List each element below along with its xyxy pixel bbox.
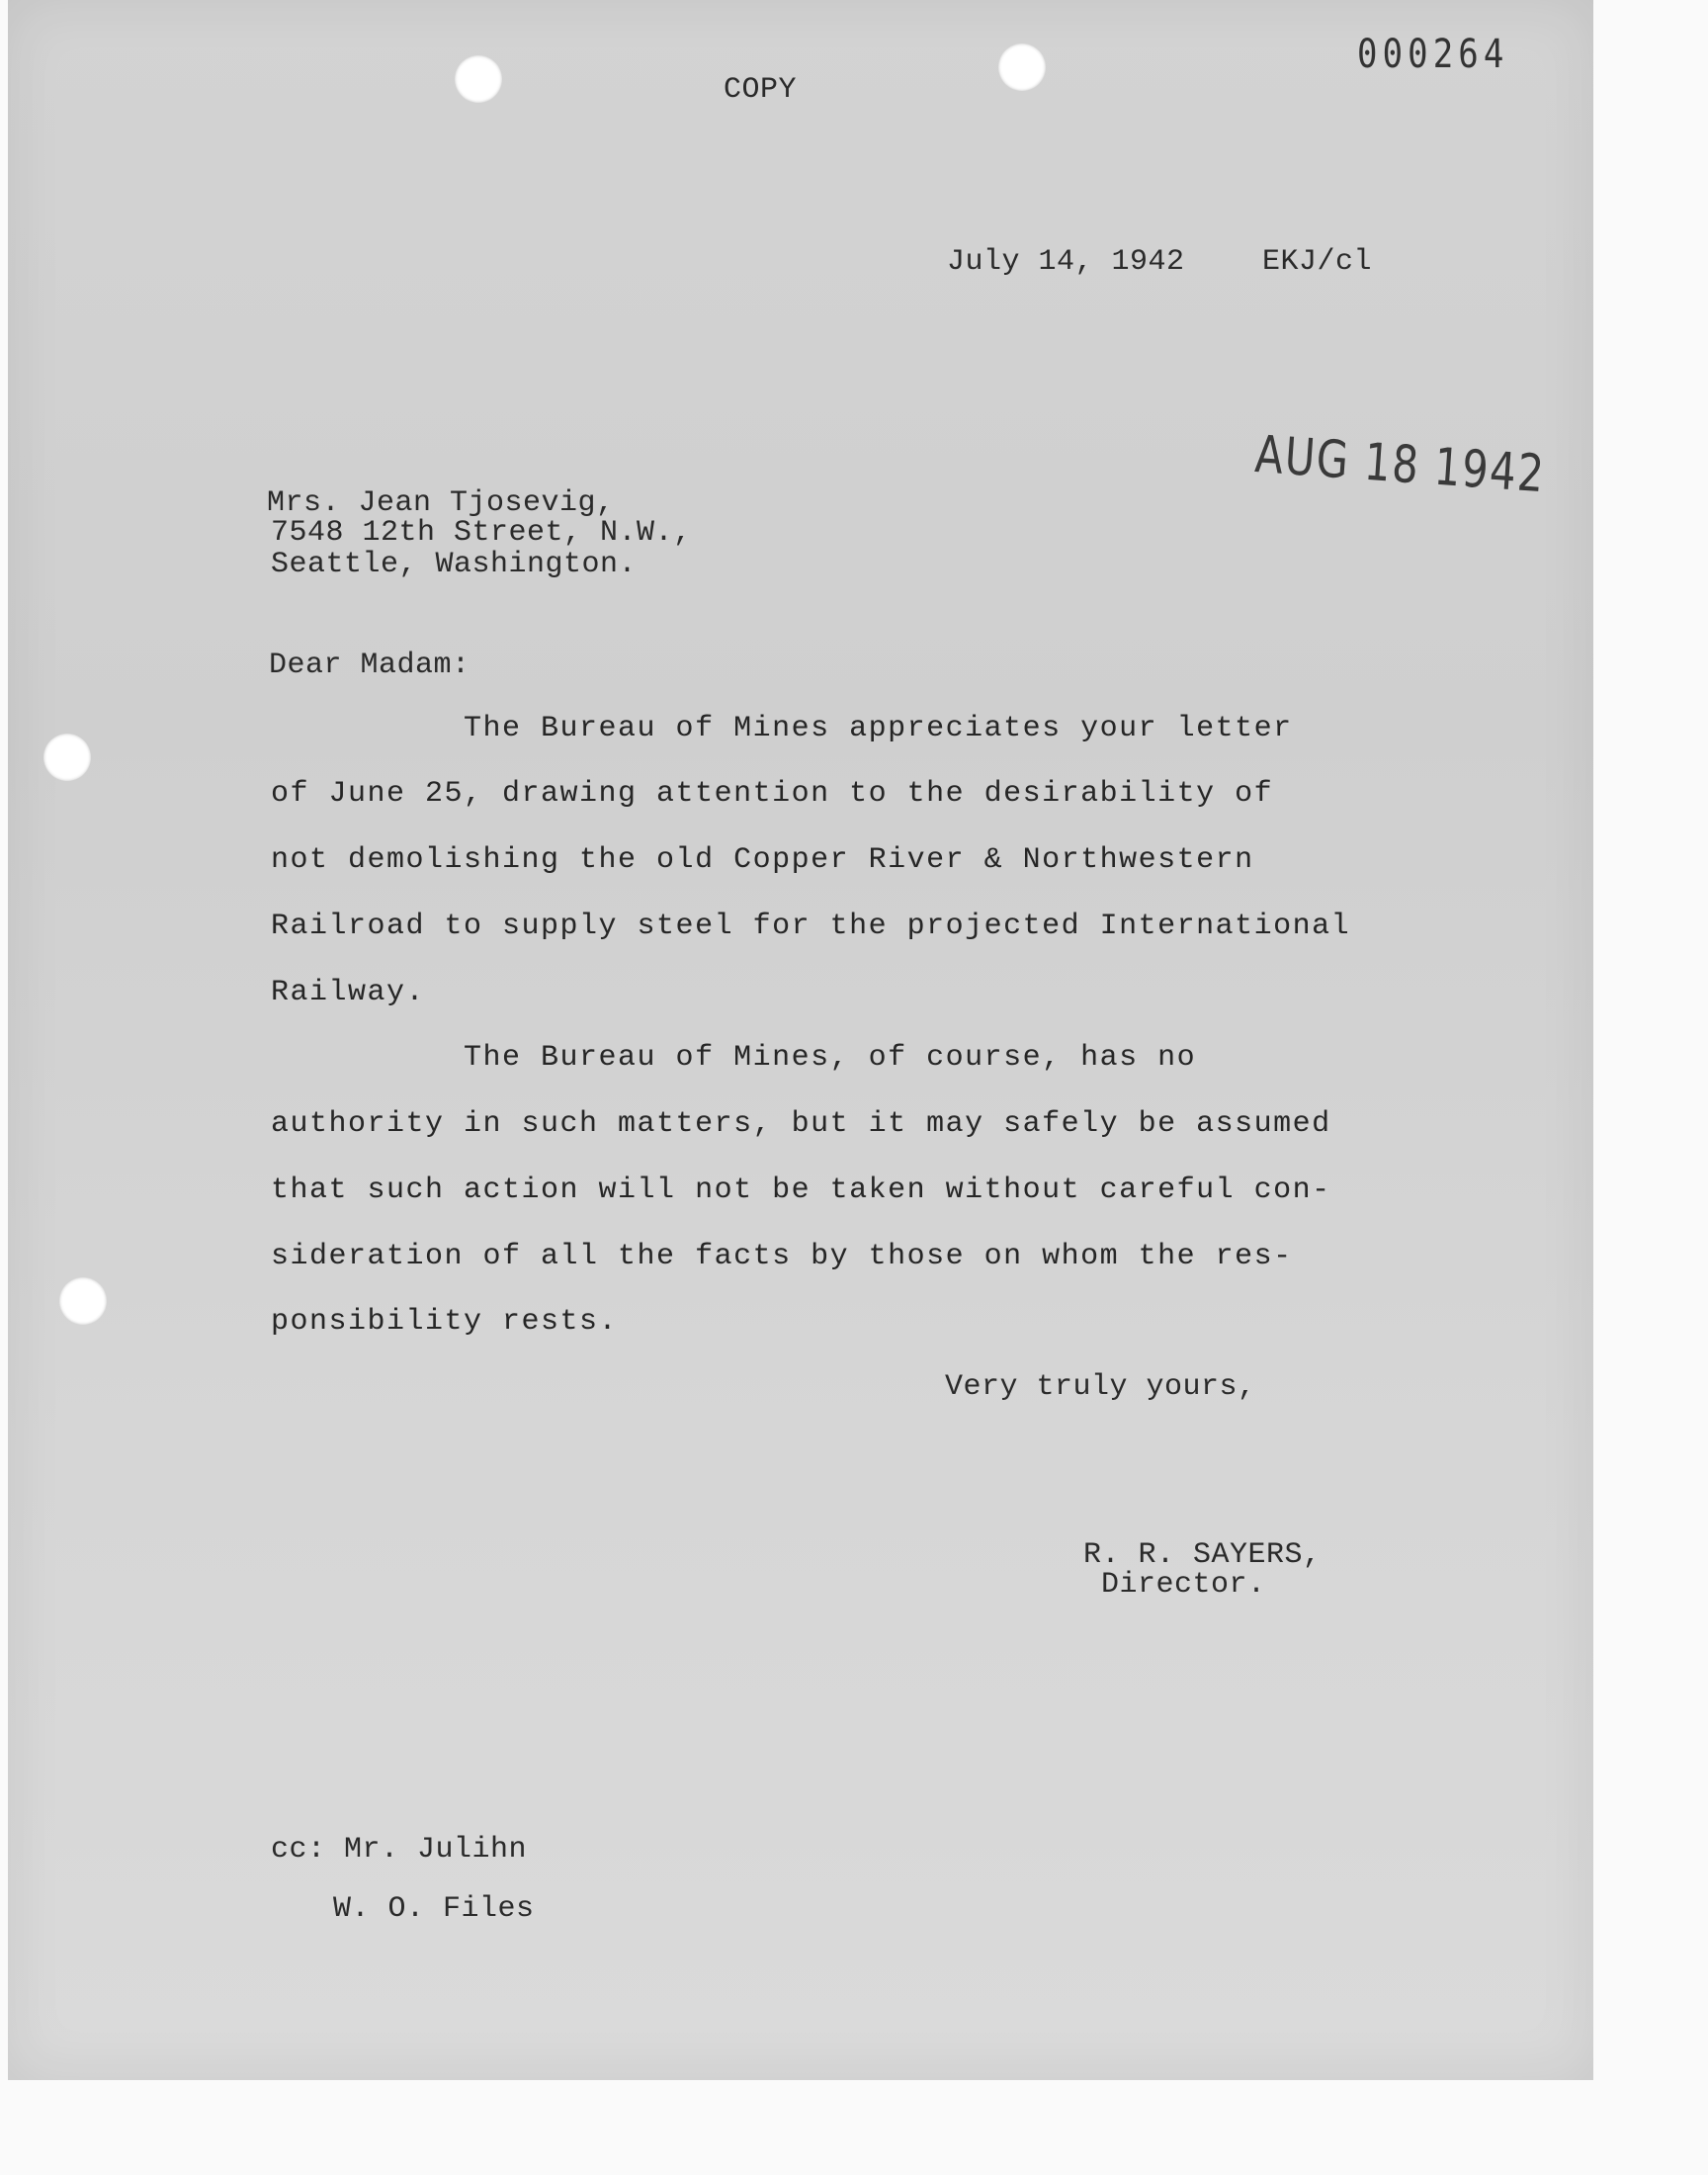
received-date-stamp: AUG 18 1942	[1252, 425, 1548, 505]
letter-page	[8, 0, 1593, 2080]
signature-title: Director.	[1101, 1568, 1266, 1602]
body-line: sideration of all the facts by those on whom the res-	[271, 1240, 1293, 1273]
salutation: Dear Madam:	[269, 649, 470, 682]
signature-name: R. R. SAYERS,	[1083, 1538, 1322, 1572]
copy-label: COPY	[724, 73, 798, 107]
body-line: not demolishing the old Copper River & Northwestern	[271, 843, 1254, 877]
punch-hole-left-upper	[43, 734, 91, 781]
body-line: Railroad to supply steel for the projected International	[271, 910, 1351, 943]
cc-line-1: cc: Mr. Julihn	[271, 1833, 528, 1867]
body-line: ponsibility rests.	[271, 1305, 619, 1339]
document-number-stamp: 000264	[1357, 32, 1509, 77]
punch-hole-top-right	[998, 44, 1046, 91]
body-line: The Bureau of Mines, of course, has no	[271, 1041, 1197, 1075]
body-line: The Bureau of Mines appreciates your letter	[271, 712, 1293, 745]
body-line: that such action will not be taken without careful con-	[271, 1174, 1331, 1207]
cc-line-2: W. O. Files	[333, 1892, 535, 1926]
closing: Very truly yours,	[945, 1370, 1256, 1404]
body-line: authority in such matters, but it may safely be assumed	[271, 1107, 1331, 1141]
body-line: of June 25, drawing attention to the desirability of	[271, 777, 1274, 811]
recipient-city: Seattle, Washington.	[271, 548, 638, 581]
punch-hole-top-left	[455, 55, 502, 103]
body-line: Railway.	[271, 976, 426, 1009]
reference-initials: EKJ/cl	[1262, 245, 1373, 279]
recipient-street: 7548 12th Street, N.W.,	[271, 516, 692, 550]
punch-hole-left-lower	[59, 1277, 107, 1325]
recipient-name: Mrs. Jean Tjosevig,	[267, 486, 615, 520]
letter-date: July 14, 1942	[947, 245, 1185, 279]
